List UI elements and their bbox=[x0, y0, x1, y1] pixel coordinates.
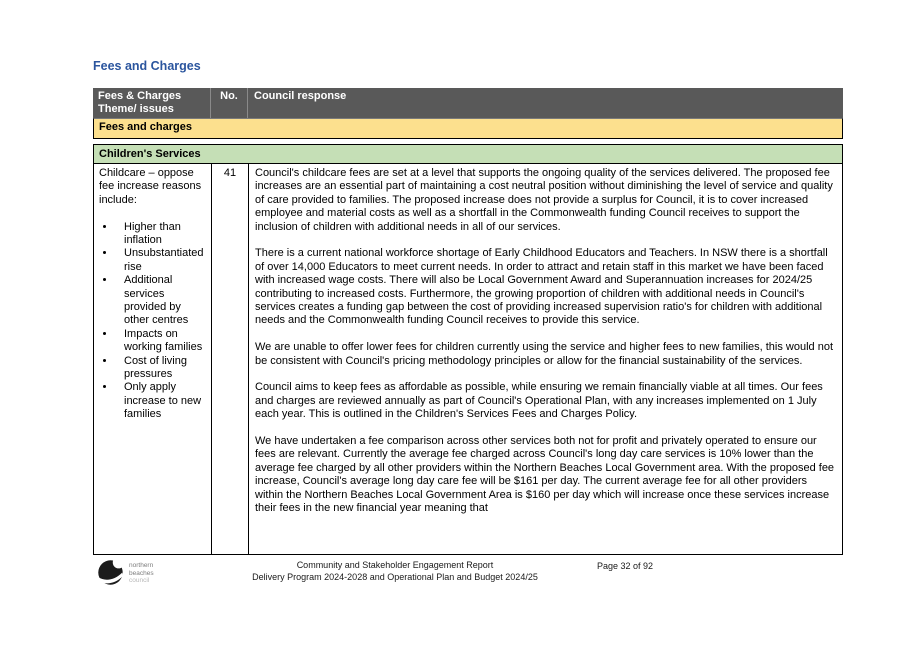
row-number-cell: 41 bbox=[212, 164, 249, 554]
bullet-item: • Impacts on working families bbox=[116, 328, 206, 355]
bullet-item: • Cost of living pressures bbox=[116, 355, 206, 382]
section-band-fees-and-charges: Fees and charges bbox=[93, 118, 843, 139]
section-band-childrens-services: Children's Services bbox=[93, 144, 843, 164]
fees-charges-table bbox=[93, 88, 843, 555]
theme-cell bbox=[94, 164, 212, 554]
footer-page-number: Page 32 of 92 bbox=[597, 561, 654, 571]
response-paragraph: Council aims to keep fees as affordable as possible, while ensuring we remain financially viable at all times. Our fees and charges are reviewed annually as part of Council's Operational Plan, with any increases implemented on 1 July each year. This is outlined in the Children's Services Fees and Charges Policy. bbox=[255, 381, 823, 421]
response-paragraph: Council's childcare fees are set at a level that supports the ongoing quality of the services delivered. The proposed fee increases are an essential part of maintaining a cost neutral position without diminishing the level of service and quality of care provided to families. The proposed increase does not provide a surplus for Council, it is to cover increased employee and material costs as well as a shortfall in the Commonwealth funding Council receives to support the inclusion of children with additional needs in all of our services. bbox=[255, 167, 833, 233]
bullet-item: • Additional services provided by other centres bbox=[116, 274, 206, 328]
theme-intro: Childcare – oppose fee increase reasons include: bbox=[99, 167, 202, 206]
logo-line-northern: northern bbox=[129, 562, 154, 569]
footer-report-title: Community and Stakeholder Engagement Report bbox=[296, 560, 494, 570]
bullet-item: • Higher than inflation bbox=[116, 221, 206, 248]
table-header-row bbox=[93, 88, 843, 118]
response-cell bbox=[249, 164, 842, 554]
footer-center-text bbox=[240, 560, 550, 583]
logo-line-council: council bbox=[129, 577, 150, 584]
bullet-item: • Only apply increase to new families bbox=[116, 381, 206, 421]
header-theme-line2: Theme/ issues bbox=[98, 102, 174, 115]
header-no-cell: No. bbox=[211, 88, 248, 118]
council-logo-icon bbox=[96, 558, 125, 587]
response-paragraph: We have undertaken a fee comparison across other services both not for profit and privately operated to ensure our fees are relevant. Currently the average fee charged across Council's long day care services is 10% lower than the average fee charged by all other providers within the Northern Beaches Local Government area. With the proposed fee increase, Council's average long day care fee will be $161 per day. The current average fee for all other providers within the Northern Beaches Local Government Area is $160 per day which will increase once these services increase their fees in the new financial year meaning that bbox=[255, 435, 835, 515]
table-row bbox=[93, 164, 843, 555]
council-logo-text bbox=[129, 558, 154, 585]
header-response-cell: Council response bbox=[254, 90, 347, 102]
response-paragraph: We are unable to offer lower fees for children currently using the service and higher fees to new families, this would not be consistent with Council's pricing methodology principles or allow for the financial sustainability of the services. bbox=[255, 341, 834, 367]
footer-logo bbox=[96, 558, 154, 587]
theme-bullet-list bbox=[99, 221, 206, 422]
header-theme-line1: Fees & Charges bbox=[98, 90, 182, 102]
logo-line-beaches: beaches bbox=[129, 569, 154, 577]
header-theme-cell bbox=[93, 88, 211, 118]
page-title: Fees and Charges bbox=[93, 59, 201, 73]
footer-report-subtitle: Delivery Program 2024-2028 and Operational Plan and Budget 2024/25 bbox=[252, 571, 538, 582]
bullet-item: • Unsubstantiated rise bbox=[116, 247, 206, 274]
response-paragraph: There is a current national workforce shortage of Early Childhood Educators and Teachers. In NSW there is a shortfall of over 14,000 Educators to meet current needs. In order to attract and retain staff in this market we have been faced with increased wage costs. There will also be Local Government Award and Superannuation increases for 2024/25 contributing to increased costs. Furthermore, the growing proportion of children with additional needs in Council's services creates a funding gap between the cost of providing increased supervision ratio's for children with additional needs and the Commonwealth funding Council receives to provide this service. bbox=[255, 247, 828, 327]
